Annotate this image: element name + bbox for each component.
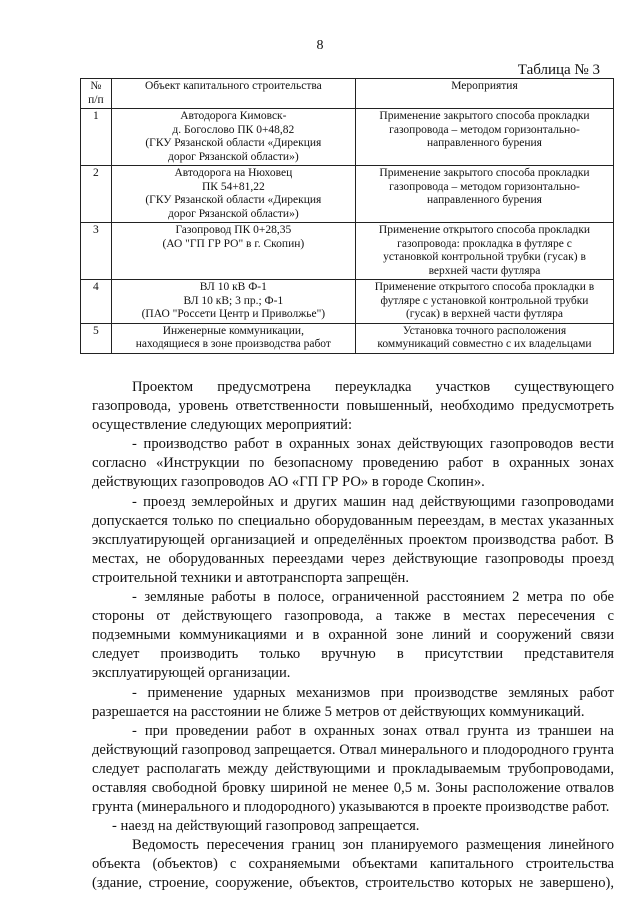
cell-measure-line: газопровода – методом горизонтально- [389,123,580,136]
header-object: Объект капитального строительства [111,79,355,109]
paragraph: - при проведении работ в охранных зонах отвал грунта из траншеи на действующий газопровод запрещается. Отвал минерального и плодородного грунта следует располагать между действующими и прокладываемым трубопроводами, оставляя свободной бровку шириной не менее 0,5 м. Зоны расположение отвалов грунта (минерального и плодородного) указываются в проекте производстве работ. [92,722,614,816]
cell-object-line: ВЛ 10 кВ; 3 пр.; Ф-1 [183,294,284,307]
cell-measure-line: Применение закрытого способа прокладки [379,110,590,122]
cell-measure [355,223,613,280]
header-num-line: п/п [88,93,104,106]
cell-num: 2 [81,166,112,223]
paragraph: - проезд землеройных и других машин над действующими газопроводами допускается только по специально оборудованным переездам, в местах указанных эксплуатирующей организацией и определённых проектом производства работ. В местах, не оборудованных переездами через действующие газопроводы проезд строительной техники и автотранспорта запрещён. [92,493,614,586]
cell-object-line: Автодорога Кимовск- [180,110,287,122]
cell-measure [355,280,613,324]
table-row [81,223,614,280]
cell-object-line: д. Богослово ПК 0+48,82 [172,123,295,136]
cell-measure-line: (гусак) в верхней части футляра [405,308,564,320]
cell-object-line: ВЛ 10 кВ Ф-1 [199,281,267,293]
cell-measure-line: футляре с установкой контрольной трубки [380,294,589,307]
body-text [92,378,614,894]
cell-measure-line: коммуникаций совместно с их владельцами [377,338,592,350]
cell-measure-line: Установка точного расположения [402,324,567,337]
cell-object-line: (ГКУ Рязанской области «Дирекция [145,194,322,206]
cell-measure-line: установкой контрольной трубки (гусак) в [383,251,586,263]
cell-object [111,323,355,353]
table-row [81,109,614,166]
cell-measure-line: Применение открытого способа прокладки [378,224,591,236]
cell-object-line: Газопровод ПК 0+28,35 [175,224,292,236]
cell-measure-line: верхней части футляра [428,264,541,277]
cell-object-line: дорог Рязанской области») [168,150,299,163]
cell-measure [355,323,613,353]
cell-object-line: (АО "ГП ГР РО" в г. Скопин) [162,237,305,250]
paragraph: Проектом предусмотрена переукладка участков существующего газопровода, уровень ответственности повышенный, необходимо предусмотреть осуществление следующих мероприятий: [92,379,614,434]
cell-num: 4 [81,280,112,324]
cell-measure-line: газопровода: прокладка в футляре с [397,237,572,250]
table-row [81,323,614,353]
paragraph: - производство работ в охранных зонах действующих газопроводов вести согласно «Инструкции по безопасному проведению работ в охранных зонах действующих газопроводов АО «ГП ГР РО» в городе Скопин». [92,436,614,491]
cell-object-line: (ПАО "Россети Центр и Приволжье") [141,308,326,320]
cell-measure-line: Применение закрытого способа прокладки [379,167,590,179]
header-num-line: № [90,80,102,92]
cell-measure-line: направленного бурения [427,194,542,206]
cell-num: 5 [81,323,112,353]
cell-object-line: Инженерные коммуникации, [162,324,304,337]
page-number: 8 [316,38,324,53]
cell-num: 3 [81,223,112,280]
cell-measure-line: Применение открытого способа прокладки в [374,281,595,293]
table-caption: Таблица № 3 [517,62,600,78]
measures-table [80,78,614,354]
cell-object [111,109,355,166]
cell-object [111,166,355,223]
cell-object [111,223,355,280]
cell-object-line: Автодорога на Нюховец [174,167,293,179]
cell-object-line: (ГКУ Рязанской области «Дирекция [145,137,322,149]
paragraph: - земляные работы в полосе, ограниченной расстоянием 2 метра по обе стороны от действующего газопровода, а также в местах пересечения с подземными коммуникациями и в охранной зоне линий и сооружений связи следует производить только вручную в присутствии представителя эксплуатирующей организации. [92,589,614,682]
cell-object-line: дорог Рязанской области») [168,207,299,220]
table-body [81,109,614,354]
table-header-row [81,79,614,109]
header-num [81,79,112,109]
table-row [81,280,614,324]
header-measure: Мероприятия [355,79,613,109]
cell-object-line: находящиеся в зоне производства работ [135,338,331,350]
cell-object-line: ПК 54+81,22 [201,180,265,193]
cell-measure-line: направленного бурения [427,137,542,149]
cell-measure-line: газопровода – методом горизонтально- [389,180,580,193]
paragraph: Ведомость пересечения границ зон планируемого размещения линейного объекта (объектов) с сохраняемыми объектами капитального строительства (здание, строение, сооружение, объектов, строительство которых не завершено), [92,837,614,892]
table-row [81,166,614,223]
cell-measure [355,109,613,166]
cell-object [111,280,355,324]
paragraph: - наезд на действующий газопровод запрещается. [112,818,420,835]
cell-measure [355,166,613,223]
cell-num: 1 [81,109,112,166]
paragraph: - применение ударных механизмов при производстве земляных работ разрешается на расстоянии не ближе 5 метров от действующих коммуникаций. [92,684,614,720]
